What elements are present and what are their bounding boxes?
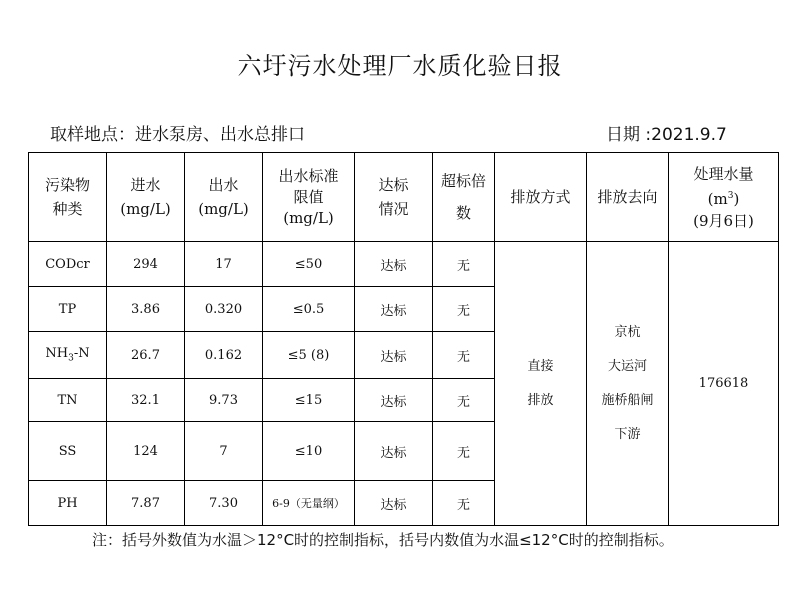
outflow-value: 0.320: [185, 287, 263, 332]
header-pollutant: 污染物 种类: [29, 153, 107, 242]
header-inflow: 进水 (mg/L): [107, 153, 185, 242]
limit-value: 6-9（无量纲）: [263, 481, 355, 526]
limit-value: ≤10: [263, 422, 355, 481]
inflow-value: 124: [107, 422, 185, 481]
limit-value: ≤15: [263, 379, 355, 422]
header-limit: 出水标准 限值 (mg/L): [263, 153, 355, 242]
status-value: 达标: [355, 287, 433, 332]
pollutant-name: PH: [29, 481, 107, 526]
outflow-value: 0.162: [185, 332, 263, 379]
header-status: 达标 情况: [355, 153, 433, 242]
sampling-location: 取样地点：进水泵房、出水总排口: [50, 125, 305, 145]
status-value: 达标: [355, 332, 433, 379]
pollutant-name: CODcr: [29, 242, 107, 287]
status-value: 达标: [355, 379, 433, 422]
pollutant-name: SS: [29, 422, 107, 481]
pollutant-name: $NH_3-N$: [29, 332, 107, 379]
header-discharge-mode: 排放方式: [495, 153, 587, 242]
pollutant-name: TP: [29, 287, 107, 332]
inflow-value: 3.86: [107, 287, 185, 332]
table-row: [29, 242, 779, 287]
outflow-value: 7.30: [185, 481, 263, 526]
exceed-value: 无: [433, 332, 495, 379]
header-row: [29, 153, 779, 242]
inflow-value: 7.87: [107, 481, 185, 526]
header-discharge-dest: 排放去向: [587, 153, 669, 242]
inflow-value: 294: [107, 242, 185, 287]
outflow-value: 7: [185, 422, 263, 481]
treated-volume: 176618: [669, 242, 779, 526]
header-outflow: 出水 (mg/L): [185, 153, 263, 242]
status-value: 达标: [355, 242, 433, 287]
exceed-value: 无: [433, 481, 495, 526]
exceed-value: 无: [433, 287, 495, 332]
water-quality-table: [28, 152, 779, 526]
pollutant-name: TN: [29, 379, 107, 422]
header-volume: 处理水量 $(m^3)$ (9月6日): [669, 153, 779, 242]
exceed-value: 无: [433, 422, 495, 481]
outflow-value: 17: [185, 242, 263, 287]
exceed-value: 无: [433, 242, 495, 287]
discharge-dest-cell: 京杭 大运河 施桥船闸 下游: [587, 242, 669, 526]
discharge-mode-cell: 直接 排放: [495, 242, 587, 526]
limit-value: ≤0.5: [263, 287, 355, 332]
inflow-value: 32.1: [107, 379, 185, 422]
inflow-value: 26.7: [107, 332, 185, 379]
header-exceed: 超标倍 数: [433, 153, 495, 242]
status-value: 达标: [355, 422, 433, 481]
report-date: 日期 :2021.9.7: [606, 125, 727, 145]
outflow-value: 9.73: [185, 379, 263, 422]
status-value: 达标: [355, 481, 433, 526]
limit-value: ≤5 (8): [263, 332, 355, 379]
footnote: 注：括号外数值为水温＞12°C时的控制指标，括号内数值为水温≤12°C时的控制指标。: [92, 531, 674, 549]
exceed-value: 无: [433, 379, 495, 422]
limit-value: ≤50: [263, 242, 355, 287]
page-title: 六圩污水处理厂水质化验日报: [237, 52, 563, 80]
